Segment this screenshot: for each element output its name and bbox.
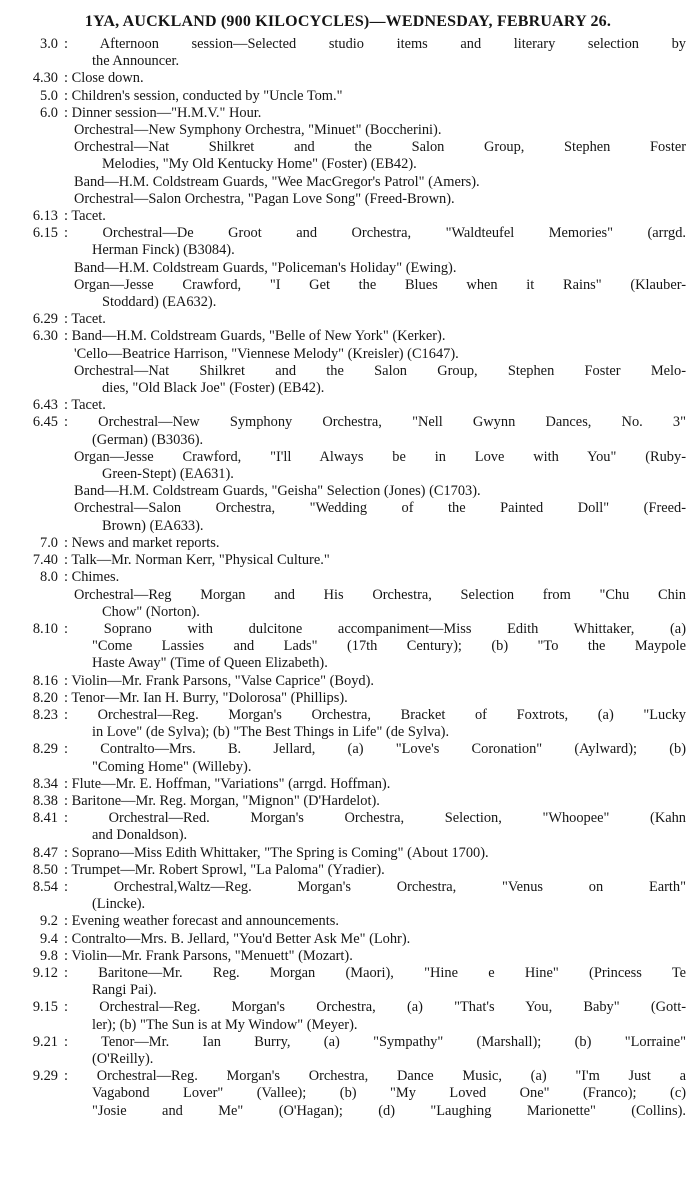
entry-line: : Chimes. [64,569,120,586]
entry-line: ler); (b) "The Sun is at My Window" (Meyer). [92,1016,358,1033]
entry-time: 8.16 [32,672,58,689]
entry-line: "Come Lassies and Lads" (17th Century); (b) "To the Maypole [92,638,686,655]
program-entry [10,999,686,1033]
entry-line: Band—H.M. Coldstream Guards, "Wee MacGregor's Patrol" (Amers). [74,173,480,190]
entry-line: Haste Away" (Time of Queen Elizabeth). [92,655,328,672]
entry-line: : Baritone—Mr. Reg. Morgan, "Mignon" (D'Hardelot). [64,792,380,809]
entry-line: Melodies, "My Old Kentucky Home" (Foster) (EB42). [102,156,417,173]
entry-lines [64,70,686,87]
entry-line: : Orchestral—Red. Morgan's Orchestra, Selection, "Whoopee" (Kahn [64,810,686,827]
entry-line: in Love" (de Sylva); (b) "The Best Things in Life" (de Sylva). [92,724,450,741]
entry-line: (O'Reilly). [92,1050,154,1067]
entry-line: : Evening weather forecast and announcements. [64,913,339,930]
entry-line: : Tenor—Mr. Ian H. Burry, "Dolorosa" (Phillips). [64,689,348,706]
program-entry [10,862,686,879]
entry-time: 6.30 [32,328,58,345]
entry-line: the Announcer. [92,53,180,70]
program-entry [10,776,686,793]
program-entry [10,36,686,70]
entry-lines [64,673,686,690]
program-entry [10,70,686,87]
entry-time: 3.0 [40,36,58,52]
entry-lines [64,535,686,552]
entry-lines [64,569,686,621]
entry-line: : Close down. [64,70,144,87]
entry-time: 9.15 [32,999,58,1016]
entry-lines [64,36,686,70]
entry-line: Organ—Jesse Crawford, "I'll Always be in Love with You" (Ruby- [74,448,686,465]
program-entry [10,810,686,844]
entry-lines [64,879,686,913]
entry-time: 7.40 [32,552,58,569]
entry-line: : Talk—Mr. Norman Kerr, "Physical Culture." [64,552,330,569]
program-entry [10,707,686,741]
entry-time: 8.50 [32,861,58,878]
program-entry [10,535,686,552]
entry-line: : Orchestral,Waltz—Reg. Morgan's Orchestra, "Venus on Earth" [64,878,686,895]
entry-line: "Coming Home" (Willeby). [92,758,252,775]
entry-lines [64,741,686,775]
entry-time: 8.23 [32,706,58,723]
program-entry [10,879,686,913]
entry-line: Orchestral—Reg Morgan and His Orchestra, Selection from "Chu Chin [74,586,686,603]
entry-lines [64,397,686,414]
entry-line: Orchestral—Salon Orchestra, "Wedding of the Painted Doll" (Freed- [74,500,686,517]
entry-line: : Soprano with dulcitone accompaniment—Miss Edith Whittaker, (a) [64,620,686,637]
entry-lines [64,862,686,879]
entry-time: 8.20 [32,689,58,706]
entry-line: : Afternoon session—Selected studio items and literary selection by [64,36,686,52]
entry-line: : Contralto—Mrs. B. Jellard, "You'd Better Ask Me" (Lohr). [64,930,411,947]
program-entry [10,225,686,311]
entry-line: : Orchestral—Reg. Morgan's Orchestra, (a) "That's You, Baby" (Gott- [64,999,686,1016]
program-entry [10,1068,686,1120]
entry-time: 8.41 [32,810,58,827]
entry-line: Band—H.M. Coldstream Guards, "Geisha" Selection (Jones) (C1703). [74,483,481,500]
entry-line: and Donaldson). [92,827,188,844]
entry-line: (German) (B3036). [92,431,204,448]
entry-line: : Soprano—Miss Edith Whittaker, "The Spring is Coming" (About 1700). [64,844,489,861]
entry-time: 9.12 [32,964,58,981]
program-entry [10,965,686,999]
entry-line: Orchestral—Salon Orchestra, "Pagan Love Song" (Freed-Brown). [74,190,455,207]
program-entry [10,105,686,208]
program-entry [10,793,686,810]
program-entry [10,673,686,690]
entry-time: 9.21 [32,1033,58,1050]
entry-line: : Baritone—Mr. Reg. Morgan (Maori), "Hine e Hine" (Princess Te [64,964,686,981]
entry-time: 6.45 [32,414,58,431]
entry-lines [64,621,686,673]
entry-time: 8.34 [32,775,58,792]
entry-time: 8.38 [32,792,58,809]
entry-time: 7.0 [40,534,58,551]
entry-lines [64,948,686,965]
program-entry [10,552,686,569]
entry-time: 6.29 [32,311,58,328]
entry-lines [64,776,686,793]
entry-lines [64,845,686,862]
entry-line: : Children's session, conducted by "Uncle Tom." [64,87,343,104]
program-entry [10,690,686,707]
entry-lines [64,793,686,810]
entry-lines [64,328,686,397]
entry-time: 8.0 [40,569,58,586]
program-entry [10,1034,686,1068]
entry-lines [64,105,686,208]
entry-line: : Orchestral—Reg. Morgan's Orchestra, Bracket of Foxtrots, (a) "Lucky [64,706,686,723]
entry-line: Vagabond Lover" (Vallee); (b) "My Loved One" (Franco); (c) [92,1085,686,1102]
entry-lines [64,690,686,707]
entry-lines [64,414,686,534]
entry-time: 6.0 [40,104,58,121]
entry-line: : Tacet. [64,397,106,414]
entry-line: : Tacet. [64,208,106,225]
entry-line: : Flute—Mr. E. Hoffman, "Variations" (arrgd. Hoffman). [64,775,391,792]
entry-line: : Trumpet—Mr. Robert Sprowl, "La Paloma" (Yradier). [64,861,385,878]
entry-lines [64,810,686,844]
entry-time: 9.8 [40,947,58,964]
program-entry [10,845,686,862]
entry-time: 6.13 [32,208,58,225]
program-entry [10,208,686,225]
entry-lines [64,1034,686,1068]
entry-lines [64,913,686,930]
entry-line: : Tenor—Mr. Ian Burry, (a) "Sympathy" (Marshall); (b) "Lorraine" [64,1033,686,1050]
entry-time: 8.54 [32,878,58,895]
entry-line: Herman Finck) (B3084). [92,242,235,259]
entry-line: Orchestral—Nat Shilkret and the Salon Group, Stephen Foster [74,139,686,156]
entry-line: : Band—H.M. Coldstream Guards, "Belle of New York" (Kerker). [64,328,446,345]
entry-line: Green-Stept) (EA631). [102,466,234,483]
entry-time: 6.43 [32,397,58,414]
entry-time: 6.15 [32,225,58,242]
program-entry [10,948,686,965]
entry-lines [64,88,686,105]
entry-line: (Lincke). [92,896,146,913]
entry-line: : Orchestral—De Groot and Orchestra, "Waldteufel Memories" (arrgd. [64,225,686,242]
entry-line: : Tacet. [64,311,106,328]
entry-line: 'Cello—Beatrice Harrison, "Viennese Melody" (Kreisler) (C1647). [74,345,459,362]
program-entry [10,328,686,397]
entry-line: : Violin—Mr. Frank Parsons, "Menuett" (Mozart). [64,947,353,964]
entry-lines [64,552,686,569]
program-entry [10,741,686,775]
program-entry [10,311,686,328]
entry-lines [64,707,686,741]
entry-line: Organ—Jesse Crawford, "I Get the Blues when it Rains" (Klauber- [74,276,686,293]
entry-line: Orchestral—Nat Shilkret and the Salon Group, Stephen Foster Melo- [74,362,686,379]
entry-time: 5.0 [40,87,58,104]
page-heading: 1YA, AUCKLAND (900 KILOCYCLES)—WEDNESDAY, FEBRUARY 26. [84,13,612,30]
entry-line: Band—H.M. Coldstream Guards, "Policeman's Holiday" (Ewing). [74,259,457,276]
entry-lines [64,965,686,999]
program-entry [10,88,686,105]
entry-lines [64,225,686,311]
entry-time: 9.29 [32,1068,58,1085]
entry-lines [64,208,686,225]
program-entry [10,621,686,673]
entry-lines [64,931,686,948]
entry-line: Rangi Pai). [92,982,157,999]
program-entry [10,569,686,621]
program-entry [10,414,686,534]
entry-line: : Contralto—Mrs. B. Jellard, (a) "Love's Coronation" (Aylward); (b) [64,741,686,758]
entry-time: 8.29 [32,741,58,758]
program-entry [10,397,686,414]
entry-lines [64,999,686,1033]
entry-time: 9.2 [40,913,58,930]
entry-line: : Dinner session—"H.M.V." Hour. [64,104,262,121]
entry-line: : Violin—Mr. Frank Parsons, "Valse Caprice" (Boyd). [64,672,374,689]
entry-time: 8.47 [32,844,58,861]
program-list [10,36,686,1120]
entry-lines [64,311,686,328]
entry-line: Chow" (Norton). [102,603,200,620]
entry-time: 4.30 [32,70,58,87]
program-entry [10,913,686,930]
entry-lines [64,1068,686,1120]
entry-time: 9.4 [40,930,58,947]
entry-line: Brown) (EA633). [102,517,204,534]
entry-line: "Josie and Me" (O'Hagan); (d) "Laughing Marionette" (Collins). [92,1102,686,1119]
entry-line: Stoddard) (EA632). [102,294,217,311]
entry-time: 8.10 [32,620,58,637]
program-entry [10,931,686,948]
entry-line: : Orchestral—New Symphony Orchestra, "Nell Gwynn Dances, No. 3" [64,414,686,431]
entry-line: dies, "Old Black Joe" (Foster) (EB42). [102,380,325,397]
entry-line: : News and market reports. [64,534,220,551]
entry-line: Orchestral—New Symphony Orchestra, "Minuet" (Boccherini). [74,122,442,139]
entry-line: : Orchestral—Reg. Morgan's Orchestra, Dance Music, (a) "I'm Just a [64,1068,686,1085]
